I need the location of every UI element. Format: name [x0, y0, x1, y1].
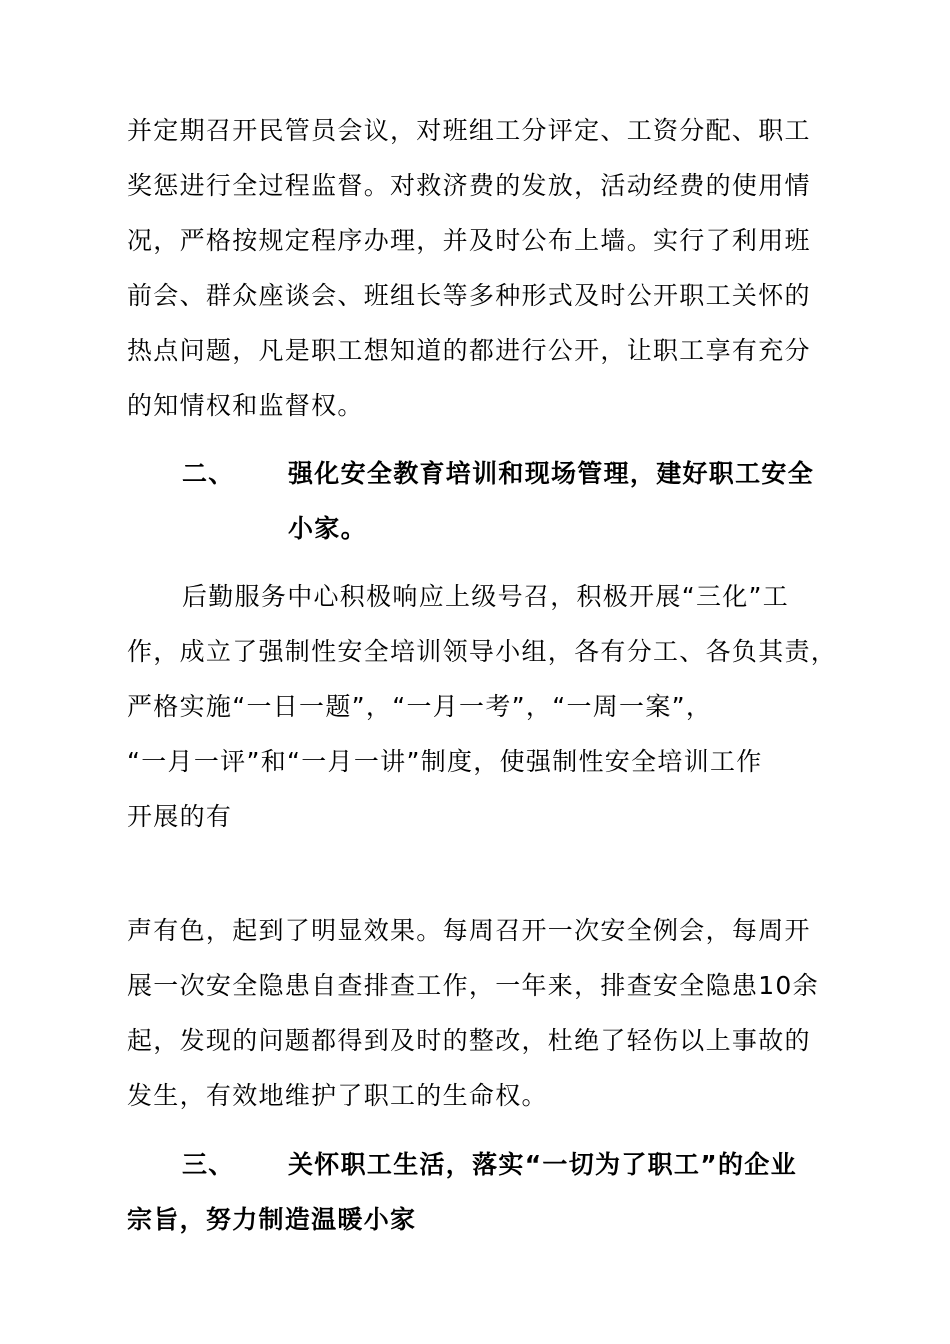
section-title-continued: 宗旨，努力制造温暖小家	[127, 1205, 417, 1234]
text-line: 严格实施“一日一题”，“一月一考”，“一周一案”，	[127, 692, 713, 721]
text-line: 况，严格按规定程序办理，并及时公布上墙。实行了利用班	[127, 226, 811, 255]
text-line: 展一次安全隐患自查排查工作，一年来，排查安全隐患10余	[127, 971, 819, 1000]
text-line: 声有色，起到了明显效果。每周召开一次安全例会，每周开	[127, 916, 811, 945]
section-number: 二、	[182, 459, 235, 488]
text-line: 起，发现的问题都得到及时的整改，杜绝了轻伤以上事故的	[127, 1026, 811, 1055]
text-line: 并定期召开民管员会议，对班组工分评定、工资分配、职工	[127, 116, 811, 145]
text-line: 作，成立了强制性安全培训领导小组，各有分工、各负其责，	[127, 637, 838, 666]
section-title-continued: 小家。	[288, 514, 367, 543]
text-line: 奖惩进行全过程监督。对救济费的发放，活动经费的使用情	[127, 171, 811, 200]
text-line: “一月一评”和“一月一讲”制度，使强制性安全培训工作	[127, 747, 763, 776]
text-line: 热点问题，凡是职工想知道的都进行公开，让职工享有充分	[127, 336, 811, 365]
text-line: 前会、群众座谈会、班组长等多种形式及时公开职工关怀的	[127, 281, 811, 310]
text-line: 后勤服务中心积极响应上级号召，积极开展“三化”工	[182, 582, 790, 611]
text-line: 开展的有	[127, 802, 233, 831]
section-number: 三、	[182, 1150, 235, 1179]
text-line: 发生，有效地维护了职工的生命权。	[127, 1081, 548, 1110]
section-title: 关怀职工生活，落实“一切为了职工”的企业	[288, 1150, 797, 1179]
section-title: 强化安全教育培训和现场管理，建好职工安全	[288, 459, 815, 488]
text-line: 的知情权和监督权。	[127, 391, 364, 420]
